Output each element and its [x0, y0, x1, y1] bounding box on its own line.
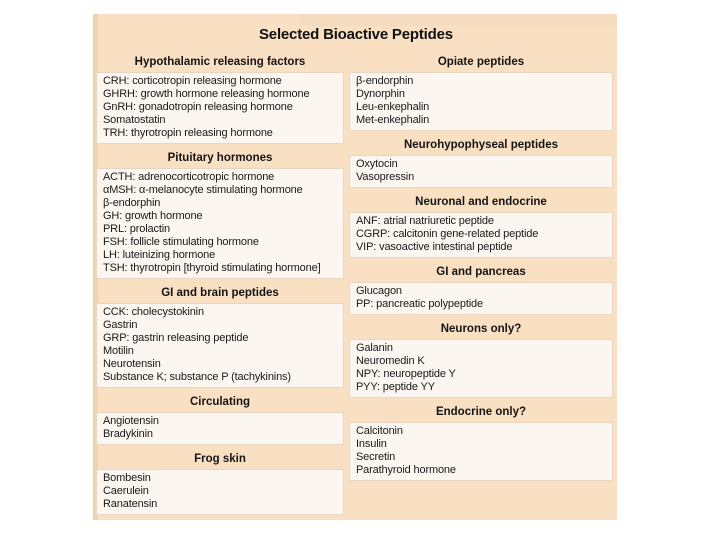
section-heading-opiate-peptides: Opiate peptides	[437, 56, 525, 68]
right-column	[349, 55, 613, 481]
peptide-list-item: PYY: peptide YY	[356, 381, 435, 393]
peptide-list-item: TRH: thyrotropin releasing hormone	[103, 127, 273, 139]
section-gap	[96, 445, 344, 452]
peptide-list-item: Neuromedin K	[356, 355, 425, 367]
peptide-list-box	[96, 72, 344, 144]
peptide-list-box	[96, 412, 344, 445]
section-gap	[349, 188, 613, 195]
peptide-list-item: Vasopressin	[356, 171, 415, 183]
section-heading-endocrine-only: Endocrine only?	[435, 406, 527, 418]
peptide-list-item: NPY: neuropeptide Y	[356, 368, 456, 380]
peptide-list-item: Ranatensin	[103, 498, 158, 510]
peptide-list-item: GnRH: gonadotropin releasing hormone	[103, 101, 293, 113]
peptide-list-item: Calcitonin	[356, 425, 403, 437]
peptide-list-item: Somatostatin	[103, 114, 166, 126]
peptide-list-item: CRH: corticotropin releasing hormone	[103, 75, 282, 87]
peptide-list-item: Glucagon	[356, 285, 402, 297]
peptide-list-item: Leu-enkephalin	[356, 101, 430, 113]
peptide-list-box	[349, 155, 613, 188]
section-heading-gi-and-pancreas: GI and pancreas	[436, 266, 526, 278]
peptide-list-item: PP: pancreatic polypeptide	[356, 298, 483, 310]
peptide-list-item: Met-enkephalin	[356, 114, 430, 126]
peptide-list-item: FSH: follicle stimulating hormone	[103, 236, 259, 248]
section-heading-gi-and-brain-peptides: GI and brain peptides	[161, 287, 279, 299]
peptide-list-item: ANF: atrial natriuretic peptide	[356, 215, 494, 227]
section-heading-circulating: Circulating	[189, 396, 251, 408]
peptide-list-item: αMSH: α-melanocyte stimulating hormone	[103, 184, 303, 196]
section-gap	[349, 131, 613, 138]
peptide-list-item: Galanin	[356, 342, 393, 354]
peptide-list-item: Substance K; substance P (tachykinins)	[103, 371, 291, 383]
peptide-list-item: Secretin	[356, 451, 396, 463]
section-gap	[96, 144, 344, 151]
peptide-list-item: Neurotensin	[103, 358, 161, 370]
peptide-list-item: GH: growth hormone	[103, 210, 203, 222]
section-gap	[349, 398, 613, 405]
peptide-list-box	[96, 469, 344, 515]
peptide-list-box	[349, 282, 613, 315]
peptide-list-item: GRP: gastrin releasing peptide	[103, 332, 249, 344]
peptide-list-item: VIP: vasoactive intestinal peptide	[356, 241, 513, 253]
section-gap	[96, 388, 344, 395]
peptide-list-box	[349, 212, 613, 258]
peptide-list-item: CGRP: calcitonin gene-related peptide	[356, 228, 539, 240]
peptide-list-item: β-endorphin	[356, 75, 414, 87]
peptide-list-item: Motilin	[103, 345, 134, 357]
peptide-list-box	[349, 422, 613, 481]
section-heading-neurohypophyseal-peptides: Neurohypophyseal peptides	[403, 139, 558, 151]
peptide-list-item: β-endorphin	[103, 197, 161, 209]
peptide-list-item: GHRH: growth hormone releasing hormone	[103, 88, 310, 100]
peptide-list-box	[349, 72, 613, 131]
peptide-list-item: Bradykinin	[103, 428, 153, 440]
peptide-list-item: LH: luteinizing hormone	[103, 249, 216, 261]
peptide-list-item: Bombesin	[103, 472, 151, 484]
peptide-list-item: Gastrin	[103, 319, 138, 331]
peptide-list-item: Caerulein	[103, 485, 149, 497]
left-column	[96, 55, 344, 515]
peptide-list-item: CCK: cholecystokinin	[103, 306, 204, 318]
page-title: Selected Bioactive Peptides	[259, 26, 453, 43]
peptide-list-box	[96, 168, 344, 279]
peptide-list-item: Parathyroid hormone	[356, 464, 456, 476]
peptide-list-item: Oxytocin	[356, 158, 398, 170]
section-heading-neuronal-and-endocrine: Neuronal and endocrine	[415, 196, 547, 208]
peptide-list-box	[96, 303, 344, 388]
peptide-list-item: Dynorphin	[356, 88, 405, 100]
peptide-list-item: ACTH: adrenocorticotropic hormone	[103, 171, 275, 183]
section-heading-frog-skin: Frog skin	[194, 453, 246, 465]
page-top-band	[300, 14, 617, 26]
peptide-list-item: Angiotensin	[103, 415, 159, 427]
section-gap	[96, 279, 344, 286]
peptide-list-item: TSH: thyrotropin [thyroid stimulating hormone]	[103, 262, 321, 274]
section-heading-neurons-only: Neurons only?	[440, 323, 522, 335]
peptide-list-item: Insulin	[356, 438, 387, 450]
peptide-list-box	[349, 339, 613, 398]
section-heading-hypothalamic-releasing-factors: Hypothalamic releasing factors	[134, 56, 306, 68]
section-gap	[349, 258, 613, 265]
section-heading-pituitary-hormones: Pituitary hormones	[167, 152, 273, 164]
peptide-list-item: PRL: prolactin	[103, 223, 170, 235]
section-gap	[349, 315, 613, 322]
